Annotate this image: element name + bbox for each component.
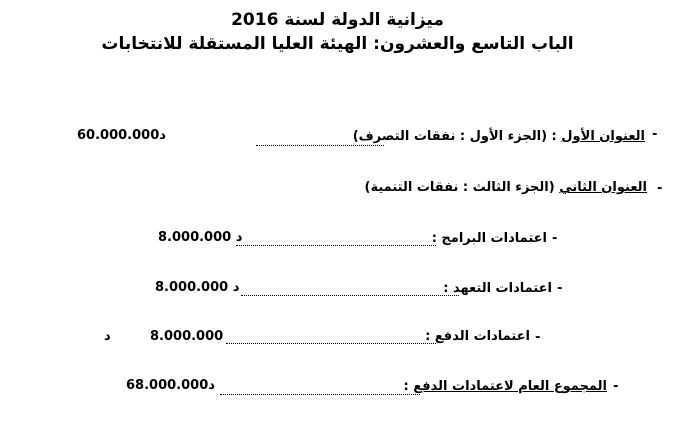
row-label: اعتمادات التعهد : <box>443 281 552 296</box>
row-amount: 60.000.000د <box>77 128 166 143</box>
budget-row-commitment <box>443 280 552 298</box>
page-subtitle: الباب التاسع والعشرون: الهيئة العليا المستقلة للانتخابات <box>101 34 574 54</box>
budget-row-title2 <box>365 179 648 197</box>
row-label: اعتمادات البرامج : <box>431 231 547 246</box>
budget-row-payment <box>425 328 530 346</box>
row-bullet: - <box>557 281 563 296</box>
row-currency: د <box>104 329 111 344</box>
row-amount: 8.000.000 د <box>158 230 243 245</box>
row-amount: د 8.000.000 <box>155 280 240 295</box>
budget-row-total <box>404 378 607 396</box>
row-label: اعتمادات الدفع : <box>425 329 530 344</box>
row-bullet: - <box>657 181 663 196</box>
row-amount: 8.000.000 <box>150 329 224 344</box>
row-label-underlined: العنوان الثاني <box>559 180 647 195</box>
dotted-leader <box>226 343 436 344</box>
budget-row-title1 <box>353 128 645 146</box>
dotted-leader <box>241 295 459 296</box>
row-bullet: - <box>552 231 558 246</box>
row-label: (الجزء الثالث : نفقات التنمية) <box>364 180 560 195</box>
dotted-leader <box>236 245 436 246</box>
row-amount: د68.000.000 <box>126 378 215 393</box>
row-label-underlined: العنوان الأول <box>561 129 645 144</box>
row-label: : (الجزء الأول : نفقات التصرف) <box>352 129 562 144</box>
budget-row-programs <box>432 230 547 248</box>
row-bullet: - <box>652 127 658 142</box>
dotted-leader <box>256 145 384 146</box>
page-title: ميزانية الدولة لسنة 2016 <box>231 10 444 30</box>
row-label: : <box>403 379 414 394</box>
row-bullet: - <box>535 330 541 345</box>
row-label-underlined: المجموع العام لاعتمادات الدفع <box>413 379 607 394</box>
row-bullet: - <box>613 379 619 394</box>
dotted-leader <box>220 394 420 395</box>
